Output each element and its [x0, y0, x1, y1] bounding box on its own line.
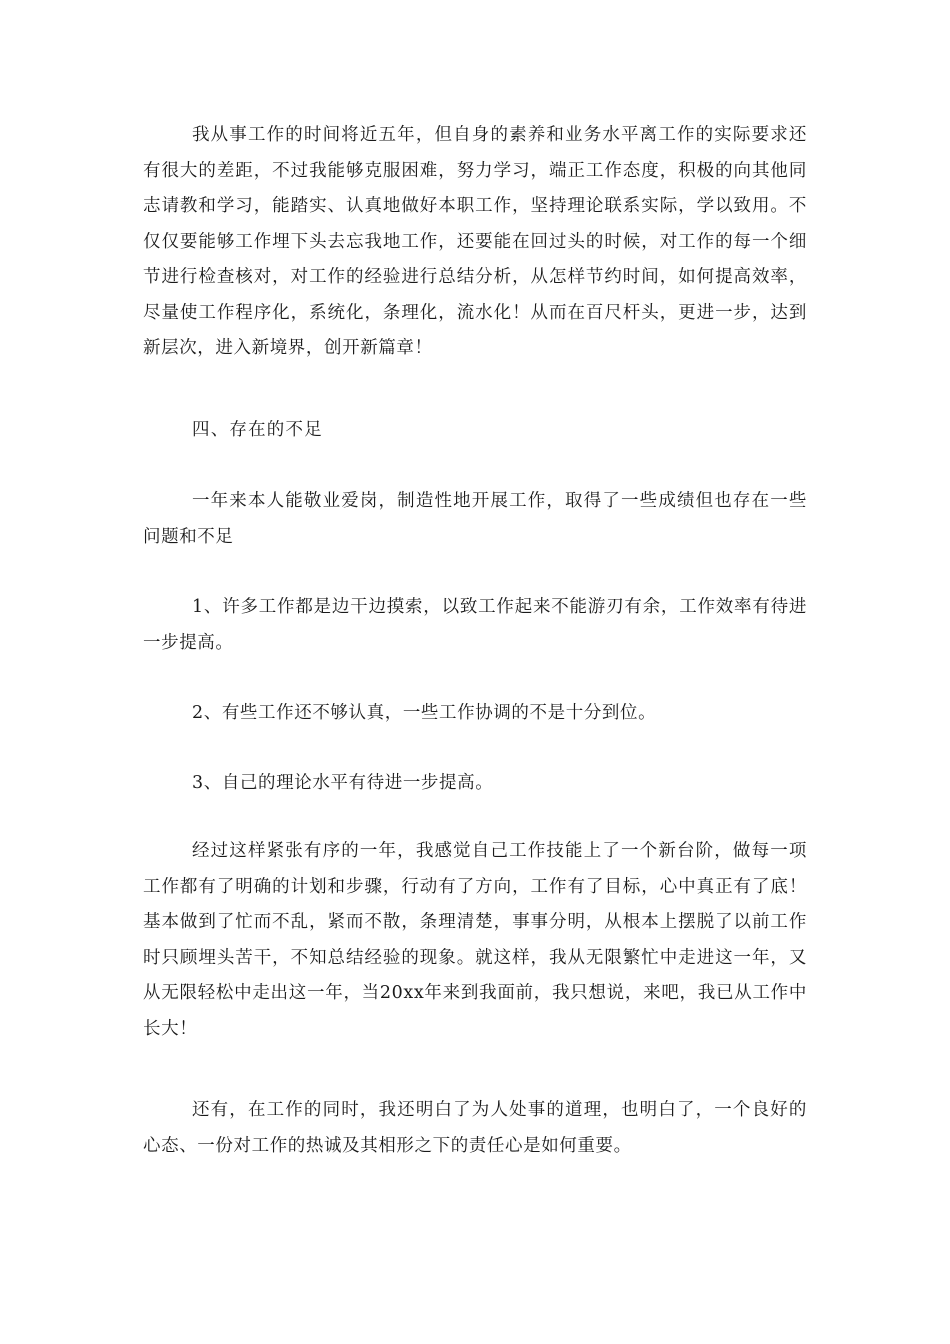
paragraph-conclusion: 还有，在工作的同时，我还明白了为人处事的道理，也明白了，一个良好的心态、一份对工作的热诚及其相形之下的责任心是如何重要。 [143, 1100, 807, 1156]
list-item-shortcoming-2: 2、有些工作还不够认真，一些工作协调的不是十分到位。 [192, 703, 657, 723]
paragraph-shortcomings-intro: 一年来本人能敬业爱岗，制造性地开展工作，取得了一些成绩但也存在一些问题和不足 [143, 491, 807, 547]
section-heading-shortcomings: 四、存在的不足 [192, 420, 323, 440]
paragraph-year-summary: 经过这样紧张有序的一年，我感觉自己工作技能上了一个新台阶，做每一项工作都有了明确的计划和步骤，行动有了方向，工作有了目标，心中真正有了底！基本做到了忙而不乱，紧而不散，条理清楚，事事分明，从根本上摆脱了以前工作时只顾埋头苦干，不知总结经验的现象。就这样，我从无限繁忙中走进这一年，又从无限轻松中走出这一年，当20xx年来到我面前，我只想说，来吧，我已从工作中长大！ [143, 841, 807, 1039]
list-item-shortcoming-1: 1、许多工作都是边干边摸索，以致工作起来不能游刃有余，工作效率有待进一步提高。 [143, 597, 807, 653]
paragraph-work-experience: 我从事工作的时间将近五年，但自身的素养和业务水平离工作的实际要求还有很大的差距，不过我能够克服困难，努力学习，端正工作态度，积极的向其他同志请教和学习，能踏实、认真地做好本职工作，坚持理论联系实际，学以致用。不仅仅要能够工作埋下头去忘我地工作，还要能在回过头的时候，对工作的每一个细节进行检查核对，对工作的经验进行总结分析，从怎样节约时间，如何提高效率，尽量使工作程序化，系统化，条理化，流水化！从而在百尺杆头，更进一步，达到新层次，进入新境界，创开新篇章！ [143, 125, 807, 358]
list-item-shortcoming-3: 3、自己的理论水平有待进一步提高。 [192, 773, 494, 793]
